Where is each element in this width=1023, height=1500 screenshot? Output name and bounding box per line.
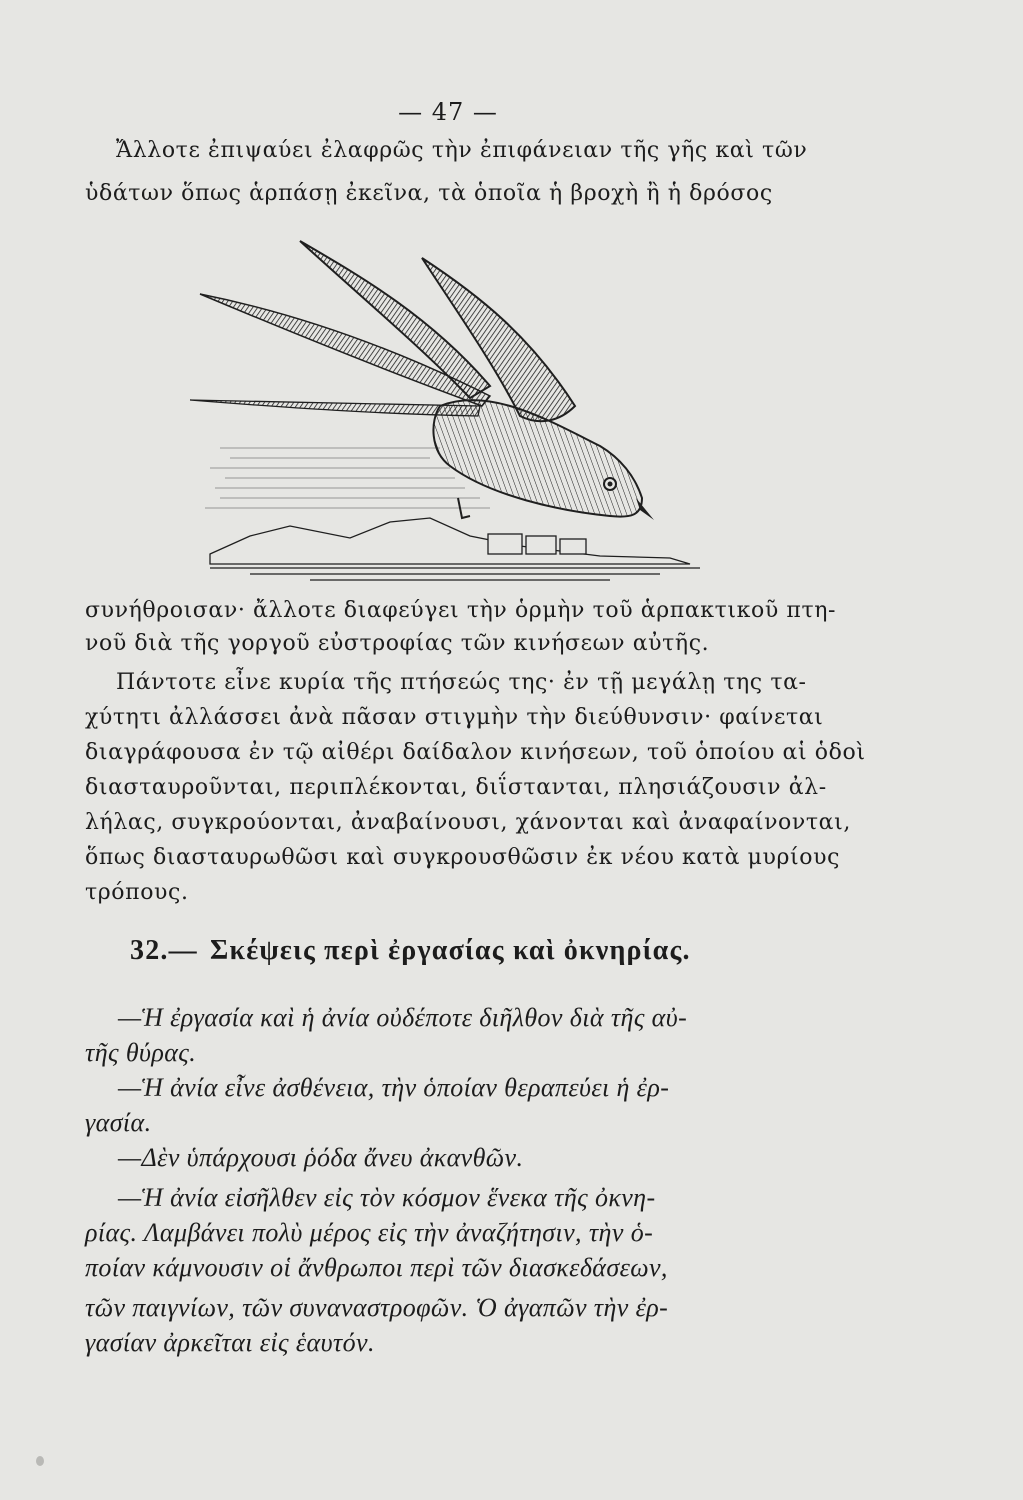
text-line: —Ἡ ἀνία εἶνε ἀσθένεια, τὴν ὁποίαν θεραπεύει ἡ ἐρ-	[118, 1073, 670, 1102]
page-number: — 47 —	[398, 98, 498, 126]
landscape-hills	[210, 518, 690, 564]
text-line: Ἄλλοτε ἐπιψαύει ἐλαφρῶς τὴν ἐπιφάνειαν τῆς γῆς καὶ τῶν	[116, 138, 808, 163]
text-line: Πάντοτε εἶνε κυρία τῆς πτήσεώς της· ἐν τῇ μεγάλῃ της τα-	[116, 670, 807, 695]
text-line: ποίαν κάμνουσιν οἱ ἄνθρωποι περὶ τῶν διασκεδάσεων,	[85, 1253, 668, 1282]
text-line: ρίας. Λαμβάνει πολὺ μέρος εἰς τὴν ἀναζήτησιν, τὴν ὁ-	[85, 1218, 654, 1247]
paper-speck	[36, 1456, 44, 1466]
text-line: συνήθροισαν· ἄλλοτε διαφεύγει τὴν ὁρμὴν τοῦ ἁρπακτικοῦ πτη-	[85, 598, 837, 623]
text-line: νοῦ διὰ τῆς γοργοῦ εὐστροφίας τῶν κινήσεων αὐτῆς.	[85, 631, 710, 656]
section-heading	[130, 935, 691, 967]
text-line: λήλας, συγκρούονται, ἀναβαίνουσι, χάνονται καὶ ἀναφαίνονται,	[85, 810, 851, 835]
text-line: γασία.	[85, 1108, 152, 1137]
text-line: τῶν παιγνίων, τῶν συναναστροφῶν. Ὁ ἀγαπῶν τὴν ἐρ-	[85, 1293, 669, 1322]
buildings	[488, 534, 586, 554]
swallow-body	[433, 400, 642, 517]
text-line: —Δὲν ὑπάρχουσι ῥόδα ἄνευ ἀκανθῶν.	[118, 1143, 524, 1172]
text-line: —Ἡ ἀνία εἰσῆλθεν εἰς τὸν κόσμον ἕνεκα τῆς ὀκνη-	[118, 1183, 656, 1212]
text-line: ὅπως διασταυρωθῶσι καὶ συγκρουσθῶσιν ἐκ νέου κατὰ μυρίους	[85, 845, 841, 870]
text-line: διαγράφουσα ἐν τῷ αἰθέρι δαίδαλον κινήσεων, τοῦ ὁποίου αἱ ὁδοὶ	[85, 740, 866, 765]
text-line: —Ἡ ἐργασία καὶ ἡ ἀνία οὐδέποτε διῆλθον διὰ τῆς αὐ-	[118, 1003, 688, 1032]
swallow-illustration	[190, 236, 710, 588]
section-number: 32.—	[130, 935, 198, 966]
text-line: χύτητι ἀλλάσσει ἀνὰ πᾶσαν στιγμὴν τὴν διεύθυνσιν· φαίνεται	[85, 705, 824, 730]
text-line: ὑδάτων ὅπως ἁρπάσῃ ἐκεῖνα, τὰ ὁποῖα ἡ βροχὴ ἢ ἡ δρόσος	[85, 181, 773, 206]
text-line: γασίαν ἀρκεῖται εἰς ἑαυτόν.	[85, 1328, 375, 1357]
text-line: τρόπους.	[85, 880, 189, 905]
text-line: τῆς θύρας.	[85, 1038, 197, 1067]
section-title: Σκέψεις περὶ ἐργασίας καὶ ὀκνηρίας.	[210, 935, 691, 966]
water-lines	[210, 568, 700, 580]
text-line: διασταυροῦνται, περιπλέκονται, διΐστανται, πλησιάζουσιν ἀλ-	[85, 775, 827, 800]
